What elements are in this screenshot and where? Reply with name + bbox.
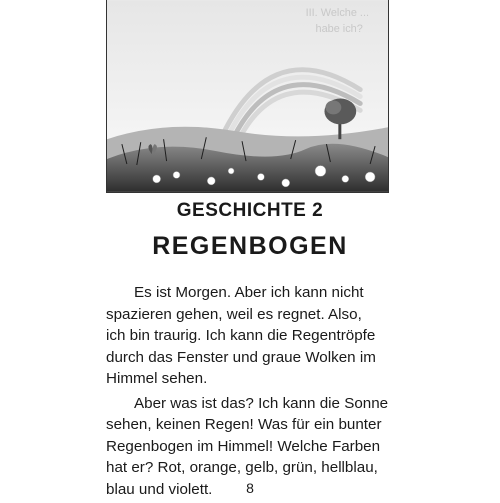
- story-title: REGENBOGEN: [152, 232, 348, 260]
- text-line: Es ist Morgen. Aber ich kann nicht: [134, 284, 364, 301]
- faded-text-line-1: III. Welche ...: [305, 7, 370, 20]
- text-line: Himmel sehen.: [106, 370, 208, 387]
- text-line: hat er? Rot, orange, gelb, grün, hellblau,: [106, 459, 378, 476]
- text-line: durch das Fenster und graue Wolken im: [106, 348, 376, 366]
- rainbow-illustration: [106, 0, 389, 193]
- paragraph-1: [106, 282, 396, 390]
- story-number-heading: GESCHICHTE 2: [176, 200, 324, 221]
- page-number: 8: [246, 480, 254, 496]
- story-text: [106, 282, 396, 503]
- rainbow-landscape-icon: [107, 0, 388, 192]
- text-line: Aber was ist das? Ich kann die Sonne: [134, 394, 389, 412]
- text-line: sehen, keinen Regen! Was für ein bunter: [106, 416, 382, 433]
- text-line: blau und violett.: [106, 480, 213, 498]
- text-line: Regenbogen im Himmel! Welche Farben: [106, 437, 381, 455]
- faded-text-line-2: habe ich?: [315, 22, 363, 35]
- text-line: spazieren gehen, weil es regnet. Also,: [106, 305, 362, 323]
- text-line: ich bin traurig. Ich kann die Regentröpfe: [106, 327, 376, 344]
